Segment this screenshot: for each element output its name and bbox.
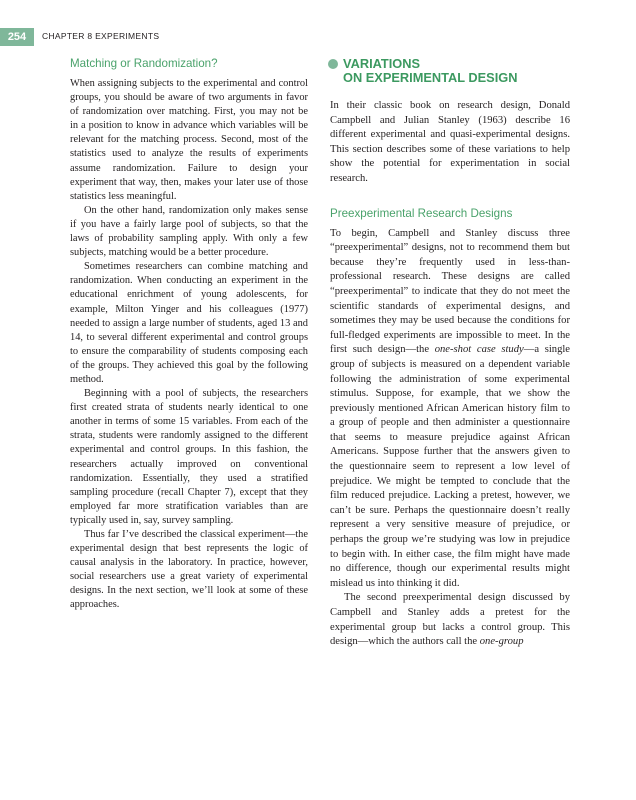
- major-heading-line1: VARIATIONS: [343, 56, 421, 71]
- text-run: To begin, Campbell and Stanley discuss three “preexperimental” designs, not to recommend them but because they’re frequently used in less-than-professional research. These designs are called “preexperimental” to indicate that they do not meet the scientific standards of experimental designs, and sometimes they may be used because the conditions for full-fledged experiments are impossible to meet. In the first such design—the: [330, 227, 570, 356]
- intro-paragraph: In their classic book on research design, Donald Campbell and Julian Stanley (1963) describe 16 different experimental and quasi-experimental designs. This section describes some of these variations to help show the potential for experimentation in social research.: [330, 100, 570, 184]
- page-header: [0, 0, 636, 46]
- chapter-label: CHAPTER 8 EXPERIMENTS: [42, 31, 160, 41]
- right-column: [330, 57, 570, 650]
- term-one-shot-case-study: one-shot case study: [434, 344, 524, 356]
- section-heading-matching: Matching or Randomization?: [70, 57, 218, 70]
- paragraph: [330, 591, 570, 649]
- text-run: —a single group of subjects is measured on a dependent variable following the administration of some experimental stimulus. Suppose, for example, that we show the previously mentioned African American history film to a group of people and then administer a questionnaire that seems to measure prejudice against African Americans. Suppose further that the answers given to the questionnaire seem to represent a low level of prejudice. We might be tempted to conclude that the film reduced prejudice. Lacking a pretest, however, we can’t be sure. Perhaps the questionnaire doesn’t really represent a very sensitive measure of prejudice, or perhaps the group we’re studying was low in prejudice to begin with. In either case, the film might have made no difference, though our experimental results might mislead us into thinking it did.: [330, 344, 571, 589]
- major-heading: [330, 57, 570, 85]
- paragraph: When assigning subjects to the experimental and control groups, you should be aware of two arguments in favor of randomization over matching. First, you may not be in a position to know in advance which variables will be relevant for the matching process. Second, most of the statistics used to analyze the results of experiments assume randomization. Failure to design your experiment that way, then, makes your later use of those statistics less meaningful.: [70, 78, 308, 202]
- major-heading-line2: ON EXPERIMENTAL DESIGN: [343, 70, 518, 85]
- paragraph: Beginning with a pool of subjects, the researchers first created strata of students nearly identical to one another in terms of some 15 variables. From each of the strata, students were randomly assigned to the different experimental and control groups. In this fashion, the researchers actually improved on conventional randomization. Essentially, they used a stratified sampling procedure (recall Chapter 7), except that they employed far more stratification variables than are typically used in, say, survey sampling.: [70, 388, 308, 526]
- paragraph: On the other hand, randomization only makes sense if you have a fairly large pool of subjects, so that the laws of probability sampling apply. With only a few subjects, matching would be a better procedure.: [70, 204, 308, 259]
- paragraph: Sometimes researchers can combine matching and randomization. When conducting an experiment in the educational enrichment of young adolescents, for example, Milton Yinger and his colleagues (1977) needed to assign a large number of students, aged 13 and 14, to several different experimental and control groups to ensure the comparability of students composing each of the groups. They achieved this goal by the following method.: [70, 261, 308, 385]
- paragraph: [330, 227, 570, 592]
- page-number: 254: [0, 28, 34, 46]
- paragraph: Thus far I’ve described the classical experiment—the experimental design that best represents the logic of causal analysis in the laboratory. In practice, however, social researchers use a great variety of experimental designs. In the next section, we’ll look at some of these approaches.: [70, 529, 308, 611]
- term-one-group: one-group: [479, 636, 524, 648]
- section-heading-preexperimental: Preexperimental Research Designs: [330, 206, 513, 220]
- text-run: The second preexperimental design discussed by Campbell and Stanley adds a pretest for the experimental group but lacks a control group. This design—which the authors call the: [330, 592, 570, 648]
- left-column: [70, 57, 308, 613]
- bullet-dot-icon: [328, 59, 338, 69]
